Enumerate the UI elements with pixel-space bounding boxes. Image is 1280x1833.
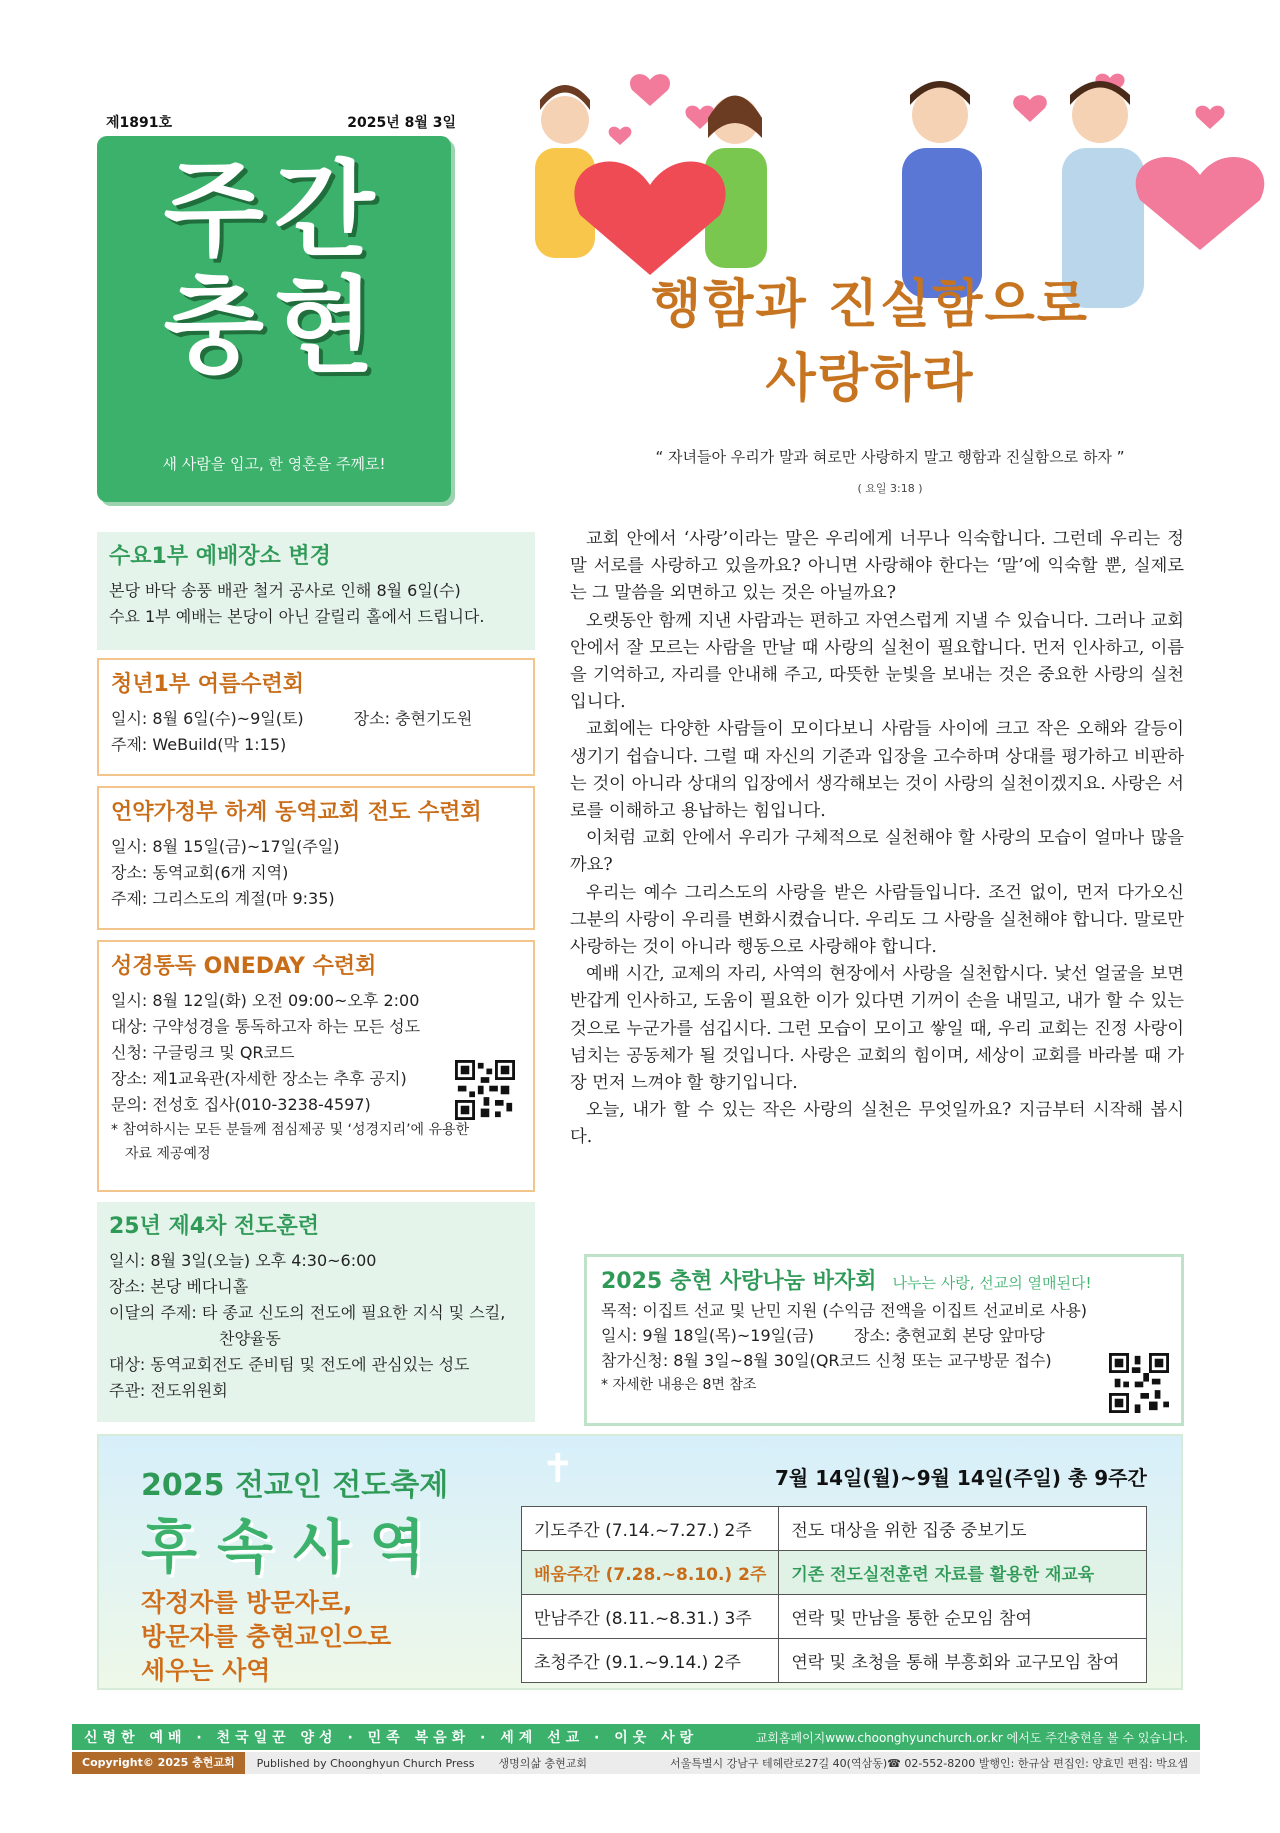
- bazaar-line: 목적: 이집트 선교 및 난민 지원 (수익금 전액을 이집트 선교비로 사용): [601, 1301, 1088, 1320]
- article-paragraph: 우리는 예수 그리스도의 사랑을 받은 사람들입니다. 조건 없이, 먼저 다가오신 그분의 사랑이 우리를 변화시켰습니다. 우리도 그 사랑을 실천해야 합니다. 말로만 사랑하는 것이 아니라 행동으로 사랑해야 합니다.: [570, 882, 1184, 958]
- notice-line: 수요 1부 예배는 본당이 아닌 갈릴리 홀에서 드립니다.: [109, 607, 485, 626]
- headline-line2: 사랑하라: [765, 349, 975, 409]
- festival-subtitle: [141, 1586, 391, 1688]
- heart-icon: [1136, 157, 1265, 250]
- notice-title: 성경통독 ONEDAY 수련회: [111, 954, 377, 979]
- bible-verse: “ 자녀들아 우리가 말과 혀로만 사랑하지 말고 행함과 진실함으로 하자 ”: [655, 448, 1125, 466]
- homepage-link[interactable]: 교회홈페이지www.choonghyunchurch.or.kr 에서도 주간충현을 볼 수 있습니다.: [755, 1730, 1188, 1745]
- schedule-week: 기도주간 (7.14.~7.27.) 2주: [522, 1507, 779, 1551]
- evangelism-festival-banner: [97, 1434, 1183, 1690]
- masthead-title: [97, 136, 451, 387]
- church-address: 서울특별시 강남구 테헤란로27길 40(역삼동)☎ 02-552-8200 발행인: 한규삼 편집인: 양효민 편집: 박요셉: [670, 1757, 1188, 1770]
- bazaar-tagline: 나누는 사랑, 선교의 열매된다!: [892, 1274, 1092, 1292]
- notice-line: 이달의 주제: 타 종교 신도의 전도에 필요한 지식 및 스킬,: [109, 1303, 506, 1322]
- festival-subtitle-line: 작정자를 방문자로,: [141, 1588, 353, 1617]
- cross-icon: ✝: [541, 1446, 575, 1492]
- article-paragraph: 오랫동안 함께 지낸 사람과는 편하고 자연스럽게 지낼 수 있습니다. 그러나 교회 안에서 잘 모르는 사람을 만날 때 사랑의 실천이 필요합니다. 먼저 인사하고, 이름을 기억하고, 자리를 안내해 주고, 따뜻한 눈빛을 보내는 것은 중요한 사랑의 실천입니다.: [570, 610, 1184, 713]
- table-row: [522, 1507, 1147, 1551]
- qr-code-icon[interactable]: [1109, 1353, 1169, 1413]
- notice-line: 주제: WeBuild(막 1:15): [111, 735, 287, 754]
- bazaar-line: [601, 1323, 1167, 1348]
- publisher: Published by Choonghyun Church Press: [256, 1756, 475, 1770]
- bible-verse-reference: ( 요일 3:18 ): [857, 482, 923, 495]
- schedule-desc: 기존 전도실전훈련 자료를 활용한 재교육: [779, 1551, 1147, 1595]
- notice-covenant-retreat: [97, 786, 535, 930]
- notice-title: 수요1부 예배장소 변경: [109, 544, 331, 569]
- notice-line: 대상: 구약성경을 통독하고자 하는 모든 성도: [111, 1017, 421, 1036]
- notice-line: 본당 바닥 송풍 배관 철거 공사로 인해 8월 6일(수): [109, 581, 461, 600]
- article-paragraph: 교회 안에서 ‘사랑’이라는 말은 우리에게 너무나 익숙합니다. 그런데 우리는 정말 서로를 사랑하고 있을까요? 아니면 사랑해야 한다는 ‘말’에 익숙할 뿐, 실제로는 그 말씀을 외면하고 있는 것은 아닐까요?: [570, 529, 1184, 604]
- masthead-title-line2: 충현: [163, 265, 385, 387]
- notice-line: 신청: 구글링크 및 QR코드: [111, 1043, 295, 1062]
- bazaar-place: 장소: 충현교회 본당 앞마당: [854, 1326, 1045, 1345]
- notice-line: 대상: 동역교회전도 준비팀 및 전도에 관심있는 성도: [109, 1355, 470, 1374]
- schedule-desc: 전도 대상을 위한 집중 중보기도: [779, 1507, 1147, 1551]
- notice-wednesday: [97, 532, 535, 650]
- festival-subtitle-line: 세우는 사역: [141, 1656, 271, 1685]
- headline-line1: 행함과 진실함으로: [651, 275, 1089, 335]
- notice-title: 25년 제4차 전도훈련: [109, 1214, 320, 1239]
- person-figure: [902, 81, 982, 298]
- schedule-desc: 연락 및 초청을 통해 부흥회와 교구모임 참여: [779, 1639, 1147, 1683]
- masthead-slogan: 새 사람을 입고, 한 영혼을 주께로!: [162, 455, 386, 473]
- qr-code-icon[interactable]: [455, 1060, 515, 1120]
- bazaar-title: [601, 1267, 1167, 1298]
- masthead-title-line1: 주간: [163, 149, 385, 271]
- article-paragraph: 교회에는 다양한 사람들이 모이다보니 사람들 사이에 크고 작은 오해와 갈등이 생기기 쉽습니다. 그럴 때 자신의 기준과 입장을 고수하며 상대를 평가하고 비판하는 것이 아니라 상대의 입장에서 생각해보는 것이 사랑의 실천이겠지요. 사랑은 서로를 이해하고 용납하는 힘입니다.: [570, 719, 1184, 822]
- bazaar-title-text: 2025 충현 사랑나눔 바자회: [601, 1269, 877, 1294]
- festival-schedule-table: [521, 1506, 1147, 1683]
- schedule-week: 만남주간 (8.11.~8.31.) 3주: [522, 1595, 779, 1639]
- bazaar-notice: [584, 1254, 1184, 1426]
- bazaar-line: 참가신청: 8월 3일~8월 30일(QR코드 신청 또는 교구방문 접수): [601, 1351, 1052, 1370]
- notice-line: 장소: 동역교회(6개 지역): [111, 863, 289, 882]
- table-row: [522, 1551, 1147, 1595]
- schedule-week: 배움주간 (7.28.~8.10.) 2주: [522, 1551, 779, 1595]
- notice-line: 주관: 전도위원회: [109, 1381, 228, 1400]
- notice-line: 문의: 전성호 집사(010-3238-4597): [111, 1095, 371, 1114]
- notice-title: 언약가정부 하계 동역교회 전도 수련회: [111, 800, 482, 825]
- copyright: Copyright© 2025 충현교회: [72, 1752, 245, 1774]
- heart-icon: [574, 162, 725, 275]
- notice-line: 장소: 제1교육관(자세한 장소는 추후 공지): [111, 1069, 407, 1088]
- notice-line: 일시: 8월 15일(금)~17일(주일): [111, 837, 340, 856]
- bazaar-date: 일시: 9월 18일(목)~19일(금): [601, 1326, 815, 1345]
- festival-title: 2025 전교인 전도축제: [141, 1468, 449, 1503]
- column-article: [570, 526, 1184, 1152]
- article-paragraph: 이처럼 교회 안에서 우리가 구체적으로 실천해야 할 사랑의 모습이 얼마나 많을까요?: [570, 828, 1184, 876]
- masthead-box: [97, 136, 451, 502]
- notice-line: 주제: 그리스도의 계절(마 9:35): [111, 889, 335, 908]
- schedule-desc: 연락 및 만남을 통한 순모임 참여: [779, 1595, 1147, 1639]
- headline: [520, 268, 1220, 416]
- table-row: [522, 1639, 1147, 1683]
- notice-line-cont: 찬양율동: [219, 1329, 281, 1348]
- schedule-week: 초청주간 (9.1.~9.14.) 2주: [522, 1639, 779, 1683]
- church-seal: 생명의삶 충현교회: [498, 1757, 587, 1770]
- festival-subtitle-line: 방문자를 충현교인으로: [141, 1622, 392, 1651]
- notice-note: * 참여하시는 모든 분들께 점심제공 및 ‘성경지리’에 유용한: [111, 1122, 470, 1138]
- article-paragraph: 오늘, 내가 할 수 있는 작은 사랑의 실천은 무엇일까요? 지금부터 시작해 봅시다.: [570, 1100, 1184, 1148]
- notice-place: 장소: 충현기도원: [353, 709, 473, 728]
- notice-youth-retreat: [97, 658, 535, 776]
- notice-evangelism-training: [97, 1202, 535, 1422]
- notice-note: 자료 제공예정: [125, 1146, 211, 1162]
- table-row: [522, 1595, 1147, 1639]
- notice-line: [109, 1326, 523, 1352]
- festival-big-title: 후속사역: [141, 1513, 446, 1581]
- issue-date: 2025년 8월 3일: [347, 115, 456, 131]
- notice-bible-oneday: [97, 940, 535, 1192]
- notice-title: 청년1부 여름수련회: [111, 672, 304, 697]
- footer-motto-bar: [72, 1724, 1200, 1750]
- footer-info-bar: [72, 1752, 1200, 1774]
- notice-line: 일시: 8월 12일(화) 오전 09:00~오후 2:00: [111, 991, 420, 1010]
- issue-line: [106, 112, 456, 132]
- notice-date: 일시: 8월 6일(수)~9일(토): [111, 709, 304, 728]
- notice-line: 장소: 본당 베다니홀: [109, 1277, 249, 1296]
- notice-line: [111, 706, 521, 732]
- bazaar-note: * 자세한 내용은 8면 참조: [601, 1377, 757, 1393]
- notice-line: 일시: 8월 3일(오늘) 오후 4:30~6:00: [109, 1251, 377, 1270]
- article-paragraph: 예배 시간, 교제의 자리, 사역의 현장에서 사랑을 실천합시다. 낯선 얼굴을 보면 반갑게 인사하고, 도움이 필요한 이가 있다면 기꺼이 손을 내밀고, 내가 할 수 있는 것으로 누군가를 섬깁시다. 그런 모습이 모이고 쌓일 때, 우리 교회는 진정 사랑이 넘치는 공동체가 될 것입니다. 사랑은 교회의 힘이며, 세상이 교회를 바라볼 때 가장 먼저 느껴야 할 향기입니다.: [570, 964, 1184, 1094]
- church-motto: 신령한 예배 · 천국일꾼 양성 · 민족 복음화 · 세계 선교 · 이웃 사랑: [84, 1730, 699, 1746]
- issue-number: 제1891호: [106, 115, 173, 131]
- festival-period: 7월 14일(월)~9월 14일(주일) 총 9주간: [775, 1466, 1147, 1490]
